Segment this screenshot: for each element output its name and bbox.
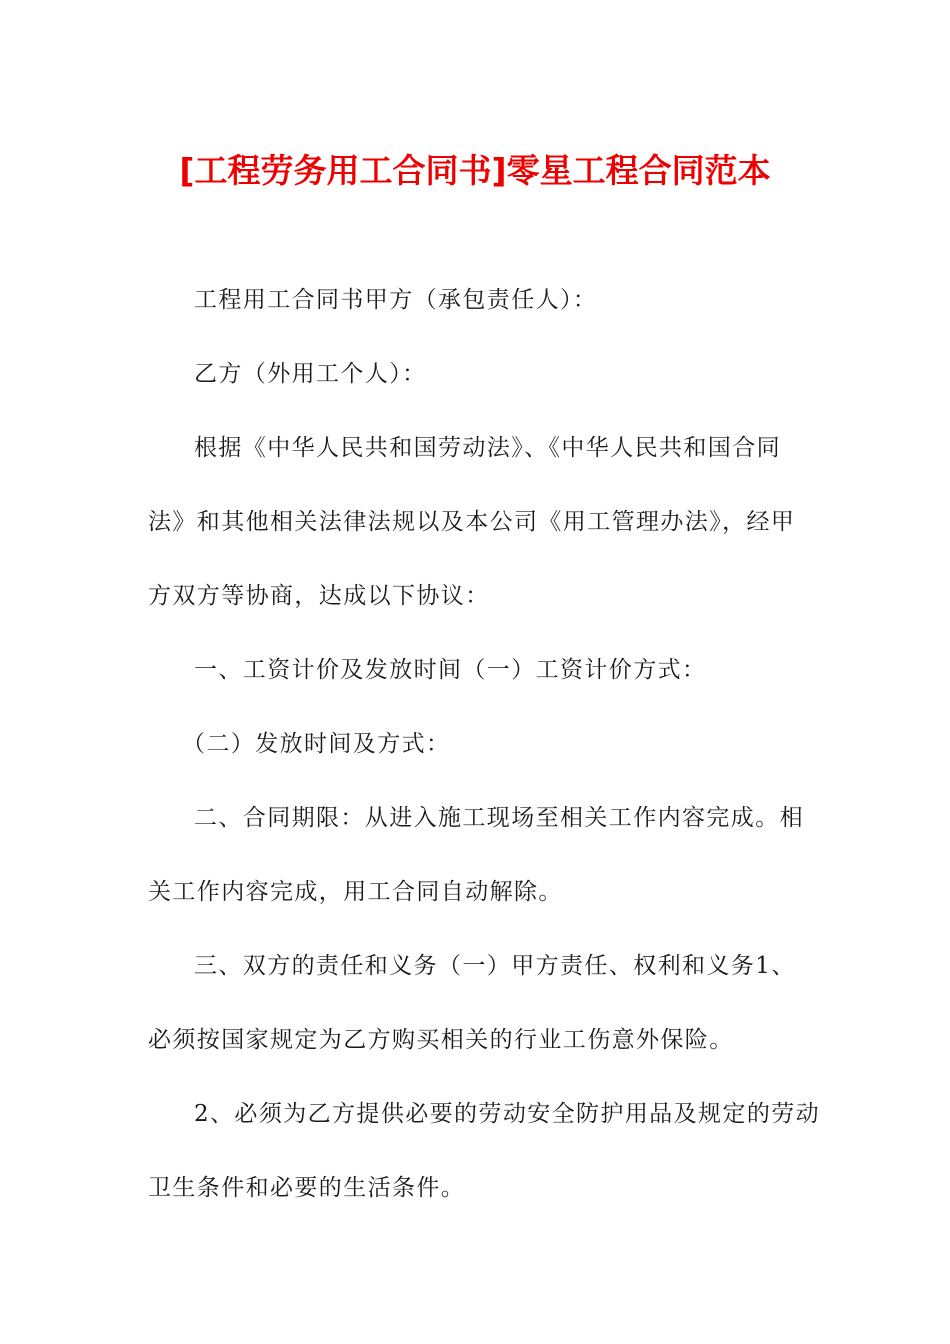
paragraph-line: 关工作内容完成，用工合同自动解除。 <box>148 879 563 905</box>
paragraph-section-two <box>148 800 808 911</box>
paragraph-section-one <box>148 652 808 689</box>
paragraph-line: 2、必须为乙方提供必要的劳动安全防护用品及规定的劳动 <box>194 1101 821 1127</box>
paragraph-line: 卫生条件和必要的生活条件。 <box>148 1175 466 1201</box>
document-body <box>148 282 821 1244</box>
paragraph-line: 三、双方的责任和义务（一）甲方责任、权利和义务1、 <box>194 953 796 979</box>
paragraph-line: 乙方（外用工个人）： <box>194 361 427 387</box>
paragraph-line: 法》和其他相关法律法规以及本公司《用工管理办法》，经甲 <box>148 509 796 535</box>
paragraph-section-three <box>148 948 808 1059</box>
paragraph-line: 方双方等协商，达成以下协议： <box>148 583 490 609</box>
paragraph-item-two <box>148 1096 821 1207</box>
paragraph-line: （二）发放时间及方式： <box>182 731 451 757</box>
paragraph-line: 二、合同期限：从进入施工现场至相关工作内容完成。相 <box>194 805 804 831</box>
paragraph-legal-basis <box>148 430 808 615</box>
paragraph-line: 工程用工合同书甲方（承包责任人）： <box>194 287 598 313</box>
paragraph-line: 必须按国家规定为乙方购买相关的行业工伤意外保险。 <box>148 1027 734 1053</box>
document-title: [工程劳务用工合同书]零星工程合同范本 <box>179 151 771 190</box>
paragraph-line: 根据《中华人民共和国劳动法》、《中华人民共和国合同 <box>194 435 781 461</box>
paragraph-section-one-sub <box>148 726 808 763</box>
paragraph-party-a <box>148 282 808 319</box>
paragraph-party-b <box>148 356 808 393</box>
paragraph-line: 一、工资计价及发放时间（一）工资计价方式： <box>194 657 707 683</box>
